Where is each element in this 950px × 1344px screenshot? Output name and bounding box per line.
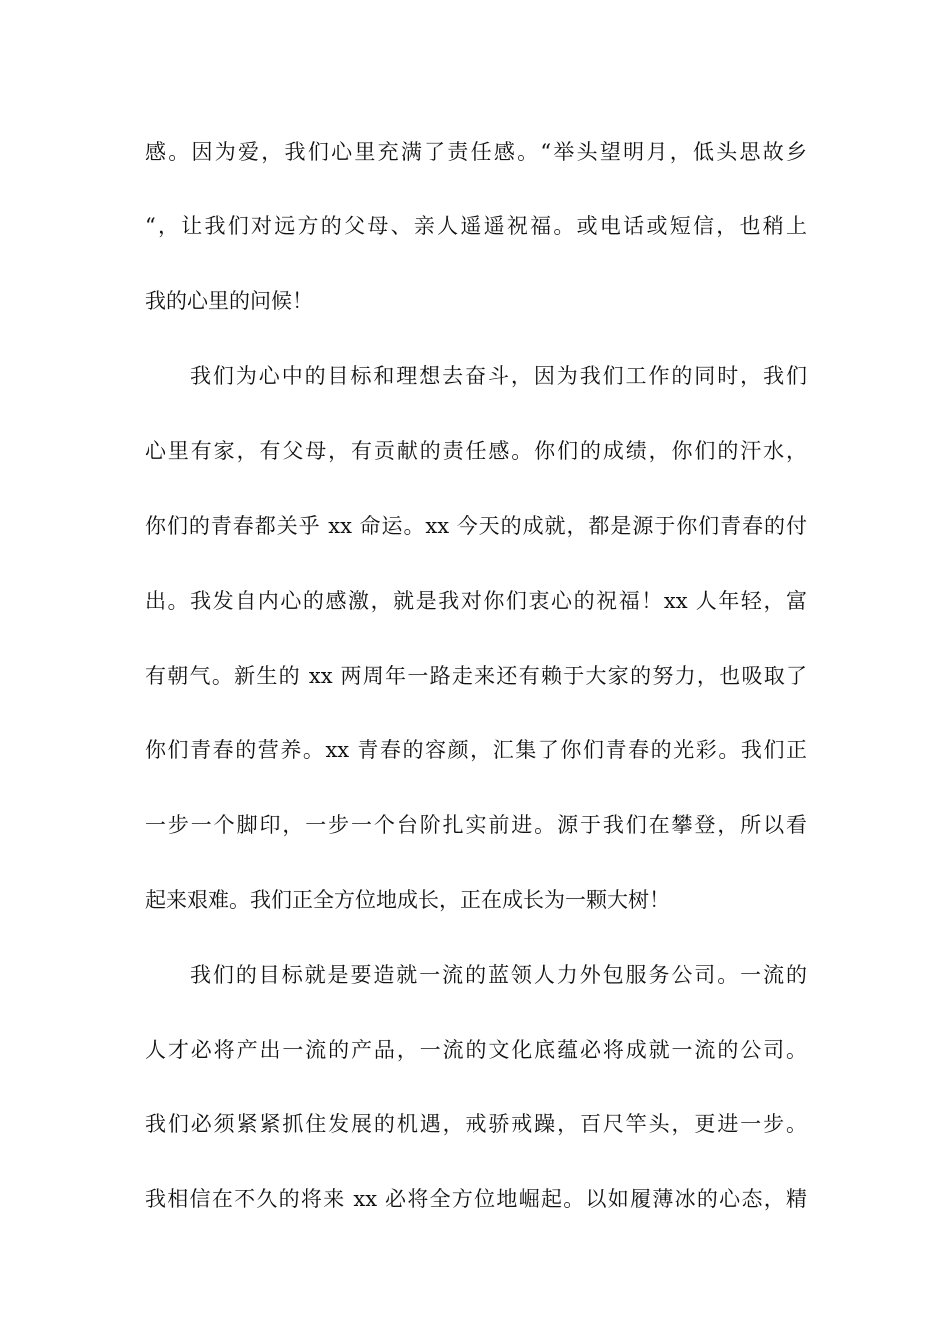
paragraph-first-line: 我们为心中的目标和理想去奋斗，因为我们工作的同时，我们 — [190, 364, 807, 388]
text-line: 我们必须紧紧抓住发展的机遇，戒骄戒躁，百尺竿头，更进一步。 — [145, 1112, 807, 1136]
text-line: 你们青春的营养。xx 青春的容颜，汇集了你们青春的光彩。我们正 — [145, 738, 807, 762]
text-line: 感。因为爱，我们心里充满了责任感。“举头望明月，低头思故乡 — [145, 140, 807, 164]
paragraph-first-line: 我们的目标就是要造就一流的蓝领人力外包服务公司。一流的 — [190, 963, 807, 987]
text-line: 我相信在不久的将来 xx 必将全方位地崛起。以如履薄冰的心态，精 — [145, 1187, 807, 1211]
text-line: 心里有家，有父母，有贡献的责任感。你们的成绩，你们的汗水， — [145, 439, 807, 463]
text-line: 有朝气。新生的 xx 两周年一路走来还有赖于大家的努力，也吸取了 — [145, 664, 807, 688]
text-line: 人才必将产出一流的产品，一流的文化底蕴必将成就一流的公司。 — [145, 1038, 807, 1062]
text-line: 出。我发自内心的感激，就是我对你们衷心的祝福！xx 人年轻，富 — [145, 589, 807, 613]
text-line: 你们的青春都关乎 xx 命运。xx 今天的成就，都是源于你们青春的付 — [145, 514, 807, 538]
text-line: 我的心里的问候！ — [145, 289, 313, 313]
text-line: “，让我们对远方的父母、亲人遥遥祝福。或电话或短信，也稍上 — [145, 214, 807, 238]
text-line: 起来艰难。我们正全方位地成长，正在成长为一颗大树！ — [145, 888, 670, 912]
text-line: 一步一个脚印，一步一个台阶扎实前进。源于我们在攀登，所以看 — [145, 813, 807, 837]
